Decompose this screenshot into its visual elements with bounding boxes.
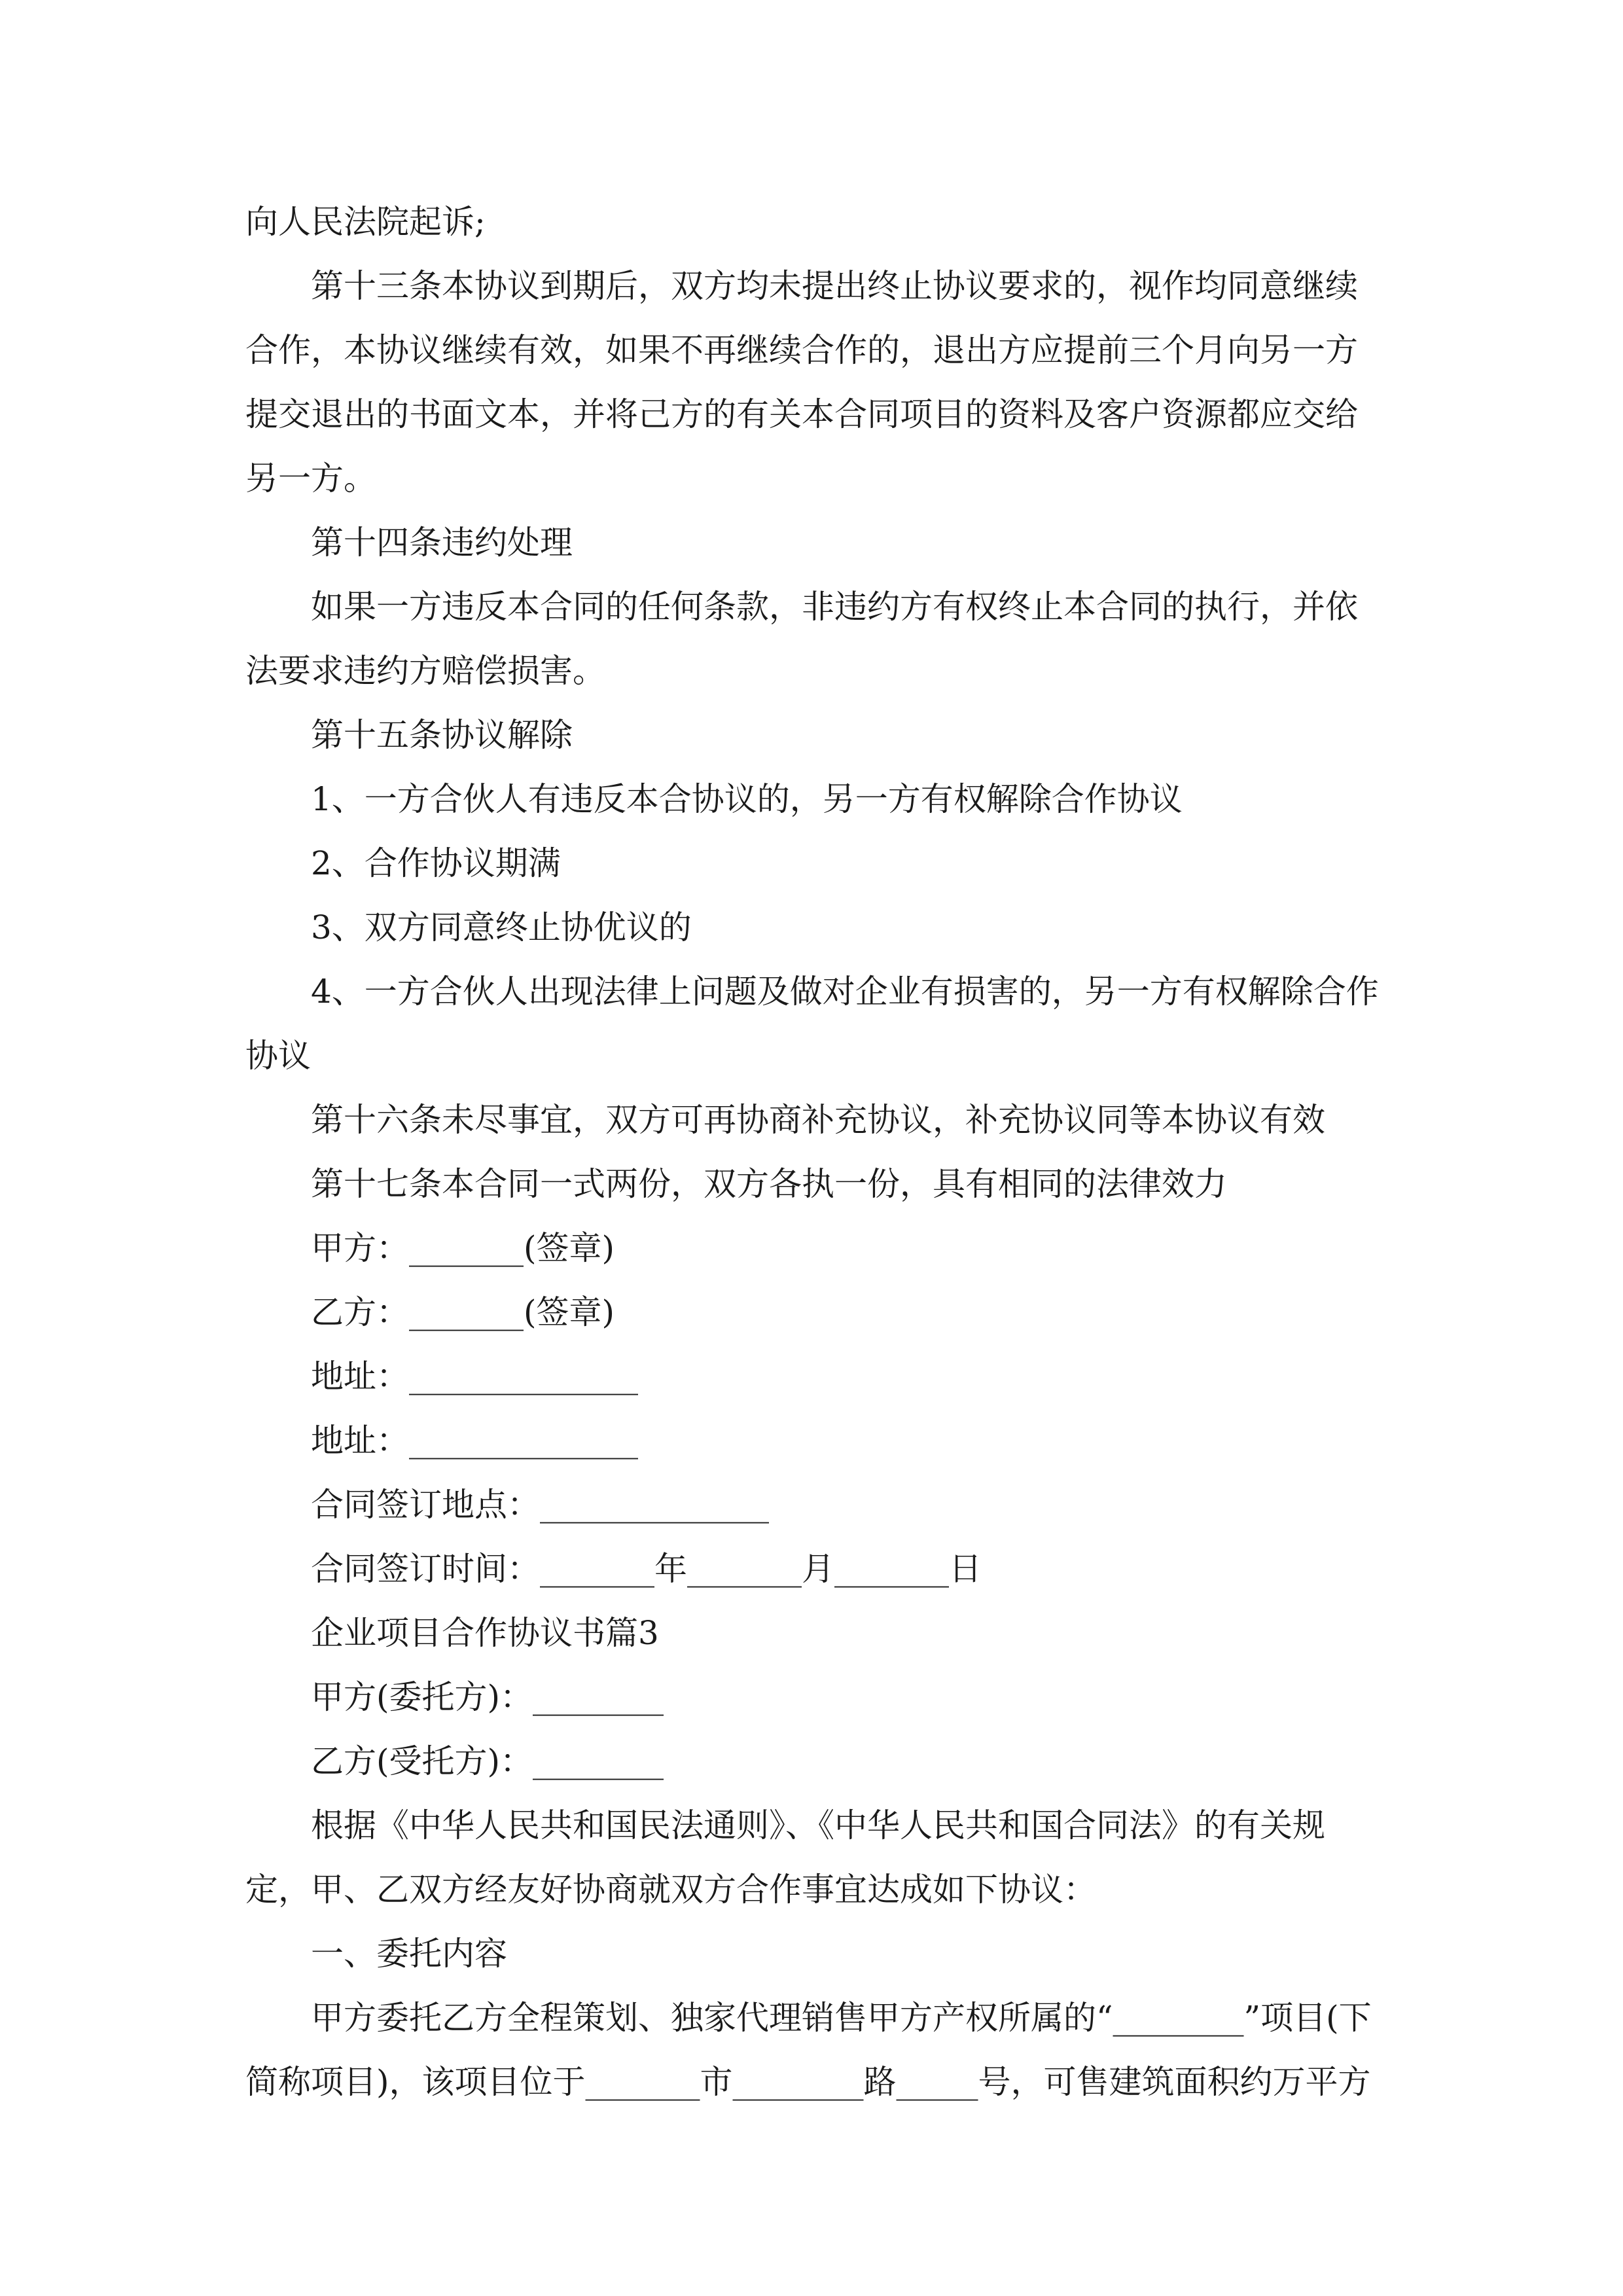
paragraph-article-17: 第十七条本合同一式两份，双方各执一份，具有相同的法律效力: [311, 1165, 1227, 1203]
signature-party-a: 甲方：_______(签章): [311, 1229, 615, 1267]
party-b-agent-line: 乙方(受托方)：________: [311, 1742, 664, 1780]
heading-article-15: 第十五条协议解除: [311, 716, 573, 754]
paragraph-commission-detail: 甲方委托乙方全程策划、独家代理销售甲方产权所属的“________”项目(下简称项目)，该项目位于_______市________路_____号，可售建筑面积约万平方: [245, 1999, 1372, 2101]
paragraph-legal-basis: 根据《中华人民共和国民法通则》、《中华人民共和国合同法》的有关规定，甲、乙双方经友好协商就双方合作事宜达成如下协议：: [245, 1806, 1325, 1909]
paragraph-article-13: 第十三条本协议到期后，双方均未提出终止协议要求的，视作均同意继续合作，本协议继续有效，如果不再继续合作的，退出方应提前三个月向另一方提交退出的书面文本，并将己方的有关本合同项目的资料及客户资源都应交给另一方。: [245, 267, 1358, 497]
section-title-part-3: 企业项目合作协议书篇3: [311, 1614, 659, 1652]
signature-party-b: 乙方：_______(签章): [311, 1293, 615, 1331]
paragraph-lawsuit-end: 向人民法院起诉;: [245, 203, 486, 241]
list-item-termination-2: 2、合作协议期满: [311, 844, 561, 882]
heading-article-14: 第十四条违约处理: [311, 524, 573, 562]
document-body: [245, 190, 1381, 2114]
heading-commission-content: 一、委托内容: [311, 1935, 507, 1973]
list-item-termination-3: 3、双方同意终止协优议的: [311, 908, 692, 946]
paragraph-article-16: 第十六条未尽事宜，双方可再协商补充协议，补充协议同等本协议有效: [311, 1101, 1325, 1139]
address-line-2: 地址：______________: [311, 1422, 638, 1460]
paragraph-breach: 如果一方违反本合同的任何条款，非违约方有权终止本合同的执行，并依法要求违约方赔偿损害。: [245, 588, 1358, 690]
address-line-1: 地址：______________: [311, 1357, 638, 1395]
signing-place-line: 合同签订地点：______________: [311, 1486, 769, 1524]
list-item-termination-4: 4、一方合伙人出现法律上问题及做对企业有损害的，另一方有权解除合作协议: [245, 973, 1379, 1075]
signing-date-line: 合同签订时间：_______年_______月_______日: [311, 1550, 982, 1588]
party-a-principal-line: 甲方(委托方)：________: [311, 1678, 664, 1716]
list-item-termination-1: 1、一方合伙人有违反本合协议的，另一方有权解除合作协议: [311, 780, 1183, 818]
